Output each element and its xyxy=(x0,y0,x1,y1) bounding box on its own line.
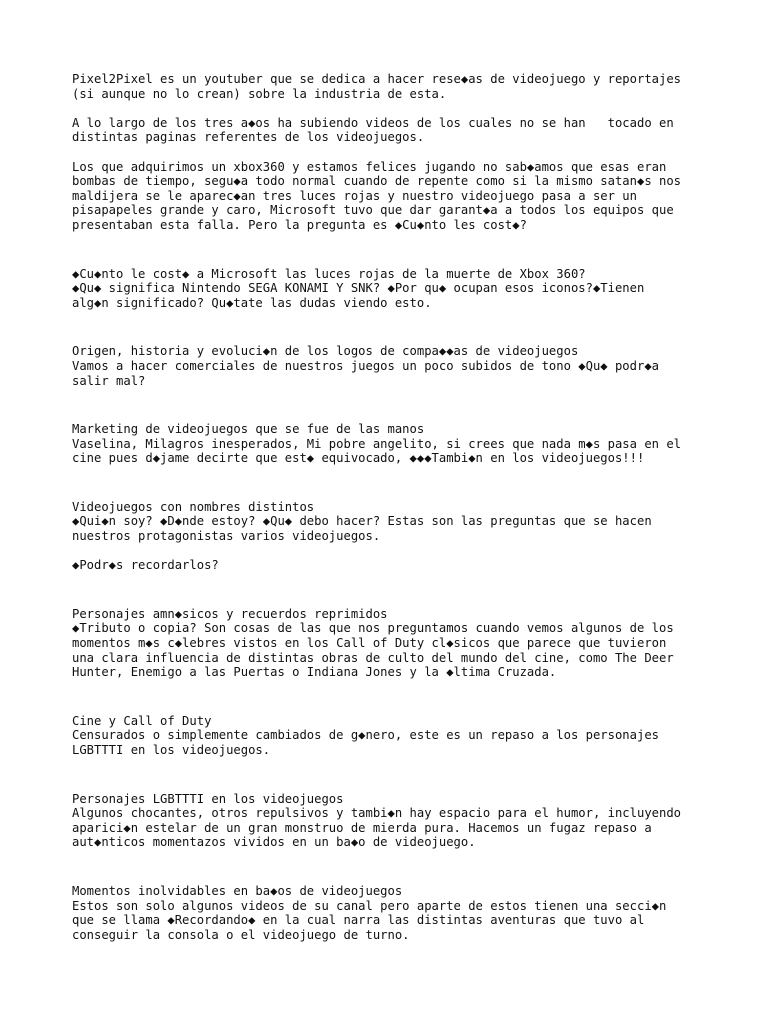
paragraph-lgbttti: Personajes LGBTTTI en los videojuegos Algunos chocantes, otros repulsivos y tambi◆n hay espacio para el humor, incluyendo aparici◆n estelar de un gran monstruo de mierda pura. Hacemos un fugaz repaso a aut◆nticos momentazos vividos en un ba◆o de videojuego. xyxy=(72,791,682,850)
paragraph-amnesia: Personajes amn◆sicos y recuerdos reprimidos ◆Tributo o copia? Son cosas de las que nos preguntamos cuando vemos algunos de los momentos m◆s c◆lebres vistos en los Call of Duty cl◆sicos que parece que tuvieron una clara influencia de distintas obras de culto del mundo del cine, como The Deer Hunter, Enemigo a las Puertas o Indiana Jones y la ◆ltima Cruzada. xyxy=(72,606,674,680)
paragraph-commercials: Origen, historia y evoluci◆n de los logos de compa◆◆as de videojuegos Vamos a hacer comerciales de nuestros juegos un poco subidos de tono ◆Qu◆ podr◆a salir mal? xyxy=(72,344,659,388)
paragraph-xbox360: Los que adquirimos un xbox360 y estamos felices jugando no sab◆amos que esas eran bombas de tiempo, segu◆a todo normal cuando de repente como si la mismo satan◆s nos maldijera se le aparec◆an tres luces rojas y nuestro videojuego pasa a ser un pisapapeles grande y caro, Microsoft tuvo que dar garant◆a a todos los equipos que presentaban esta falla. Pero la pregunta es ◆Cu◆nto les cost◆? xyxy=(72,159,682,232)
paragraph-names: Videojuegos con nombres distintos ◆Qui◆n soy? ◆D◆nde estoy? ◆Qu◆ debo hacer? Estas son las preguntas que se hacen nuestros protagonistas varios videojuegos. xyxy=(72,499,652,544)
paragraph-bathrooms: Momentos inolvidables en ba◆os de videojuegos Estos son solo algunos videos de su canal pero aparte de estos tienen una secci◆n que se llama ◆Recordando◆ en la cual narra las distintas aventuras que tuvo al conseguir la consola o el videojuego de turno. xyxy=(72,883,667,942)
document-page xyxy=(72,72,712,942)
paragraph-history: A lo largo de los tres a◆os ha subiendo videos de los cuales no se han tocado en distintas paginas referentes de los videojuegos. xyxy=(72,115,674,145)
paragraph-logos: ◆Cu◆nto le cost◆ a Microsoft las luces rojas de la muerte de Xbox 360? ◆Qu◆ significa Nintendo SEGA KONAMI Y SNK? ◆Por qu◆ ocupan esos iconos?◆Tienen alg◆n significado? Qu◆tate las dudas viendo esto. xyxy=(72,266,645,310)
paragraph-marketing: Marketing de videojuegos que se fue de las manos Vaselina, Milagros inesperados, Mi pobre angelito, si crees que nada m◆s pasa en el cine pues d◆jame decirte que est◆ equivocado, ◆◆◆Tambi◆n en los videojuegos!!! xyxy=(72,422,682,466)
paragraph-remember: ◆Podr◆s recordarlos? xyxy=(72,558,219,573)
paragraph-cod: Cine y Call of Duty Censurados o simplemente cambiados de g◆nero, este es un repaso a los personajes LGBTTTI en los videojuegos. xyxy=(72,713,659,757)
paragraph-intro: Pixel2Pixel es un youtuber que se dedica a hacer rese◆as de videojuego y reportajes (si aunque no lo crean) sobre la industria de esta. xyxy=(72,72,682,101)
